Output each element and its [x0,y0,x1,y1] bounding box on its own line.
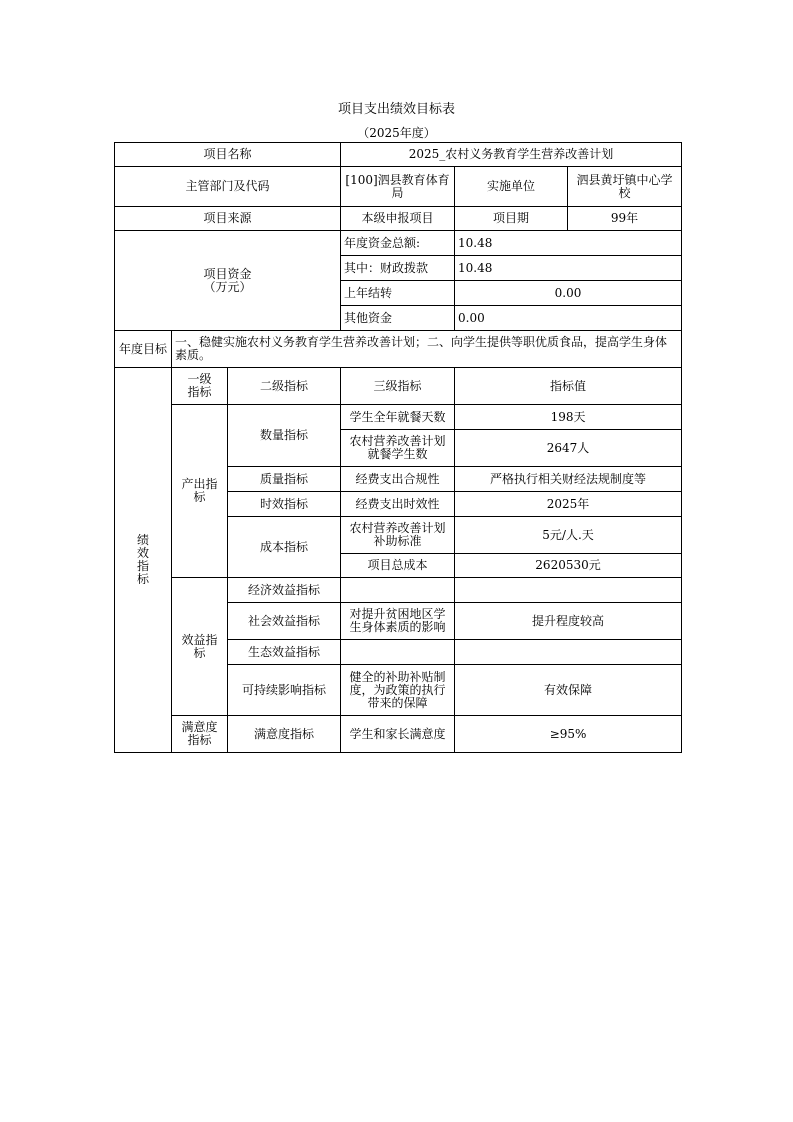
economic-benefit-value [455,578,682,603]
satisfaction-indicator-label: 满意度指标 [228,716,341,753]
satisfaction-value: ≥95% [455,716,682,753]
cost-indicator-label: 成本指标 [228,517,341,578]
dining-days-name: 学生全年就餐天数 [341,405,455,430]
timeliness-value: 2025年 [455,492,682,517]
funds-fiscal-label: 其中：财政拨款 [341,256,455,281]
performance-indicators-label [115,368,172,753]
satisfaction-indicators-label [172,716,228,753]
row-source [115,207,682,231]
subsidy-standard-name: 农村营养改善计划补助标准 [341,517,455,554]
performance-indicators-text: 绩效指标 [136,533,149,586]
department-label: 主管部门及代码 [115,167,341,207]
dining-students-name: 农村营养改善计划就餐学生数 [341,430,455,467]
header-value: 指标值 [455,368,682,405]
row-satisfaction [115,716,682,753]
row-quantity-1 [115,405,682,430]
compliance-value: 严格执行相关财经法规制度等 [455,467,682,492]
quality-indicator-label: 质量指标 [228,467,341,492]
satisfaction-indicators-text: 满意度指标 [181,720,218,747]
funds-carryover-label: 上年结转 [341,281,455,306]
header-level1-text: 一级指标 [187,372,212,399]
benefit-indicators-label [172,578,228,716]
total-cost-value: 2620530元 [455,554,682,578]
economic-benefit-label: 经济效益指标 [228,578,341,603]
header-level1 [172,368,228,405]
implementing-unit-value: 泗县黄圩镇中心学校 [568,167,682,207]
timeliness-indicator-label: 时效指标 [228,492,341,517]
funds-total-value: 10.48 [455,231,682,256]
annual-goal-label: 年度目标 [115,331,172,368]
row-annual-goal [115,331,682,368]
project-name-value: 2025_农村义务教育学生营养改善计划 [341,143,682,167]
implementing-unit-label: 实施单位 [455,167,568,207]
output-indicators-text: 产出指标 [181,477,218,504]
funds-label-text: 项目资金 [203,266,252,281]
benefit-indicators-text: 效益指标 [181,632,218,660]
row-funds-total [115,231,682,256]
page-subtitle: （2025年度） [357,126,436,140]
ecological-benefit-value [455,640,682,665]
economic-benefit-name [341,578,455,603]
funds-fiscal-value: 10.48 [455,256,682,281]
project-funds-label [115,231,341,331]
funds-other-label: 其他资金 [341,306,455,331]
social-benefit-name: 对提升贫困地区学生身体素质的影响 [341,603,455,640]
department-value: [100]泗县教育体育局 [341,167,455,207]
social-benefit-label: 社会效益指标 [228,603,341,640]
timeliness-name: 经费支出时效性 [341,492,455,517]
subsidy-standard-value: 5元/人.天 [455,517,682,554]
sustainable-impact-name: 健全的补助补贴制度，为政策的执行带来的保障 [341,665,455,716]
output-indicators-label [172,405,228,578]
row-project-name [115,143,682,167]
row-indicator-header [115,368,682,405]
header-level2: 二级指标 [228,368,341,405]
row-department [115,167,682,207]
annual-goal-text: 一、稳健实施农村义务教育学生营养改善计划；二、向学生提供等职优质食品，提高学生身体素质。 [172,331,682,368]
dining-days-value: 198天 [455,405,682,430]
compliance-name: 经费支出合规性 [341,467,455,492]
header-level3: 三级指标 [341,368,455,405]
total-cost-name: 项目总成本 [341,554,455,578]
row-economic [115,578,682,603]
quantity-indicator-label: 数量指标 [228,405,341,467]
dining-students-value: 2647人 [455,430,682,467]
project-period-value: 99年 [568,207,682,231]
funds-total-label: 年度资金总额: [341,231,455,256]
project-name-label: 项目名称 [115,143,341,167]
funds-carryover-value: 0.00 [455,281,682,306]
sustainable-impact-value: 有效保障 [455,665,682,716]
funds-other-value: 0.00 [455,306,682,331]
satisfaction-name: 学生和家长满意度 [341,716,455,753]
ecological-benefit-name [341,640,455,665]
project-source-label: 项目来源 [115,207,341,231]
funds-unit-text: （万元） [203,279,252,294]
page-title: 项目支出绩效目标表 [337,102,455,117]
project-period-label: 项目期 [455,207,568,231]
sustainable-impact-label: 可持续影响指标 [228,665,341,716]
social-benefit-value: 提升程度较高 [455,603,682,640]
ecological-benefit-label: 生态效益指标 [228,640,341,665]
performance-target-table [114,142,682,753]
project-source-value: 本级申报项目 [341,207,455,231]
